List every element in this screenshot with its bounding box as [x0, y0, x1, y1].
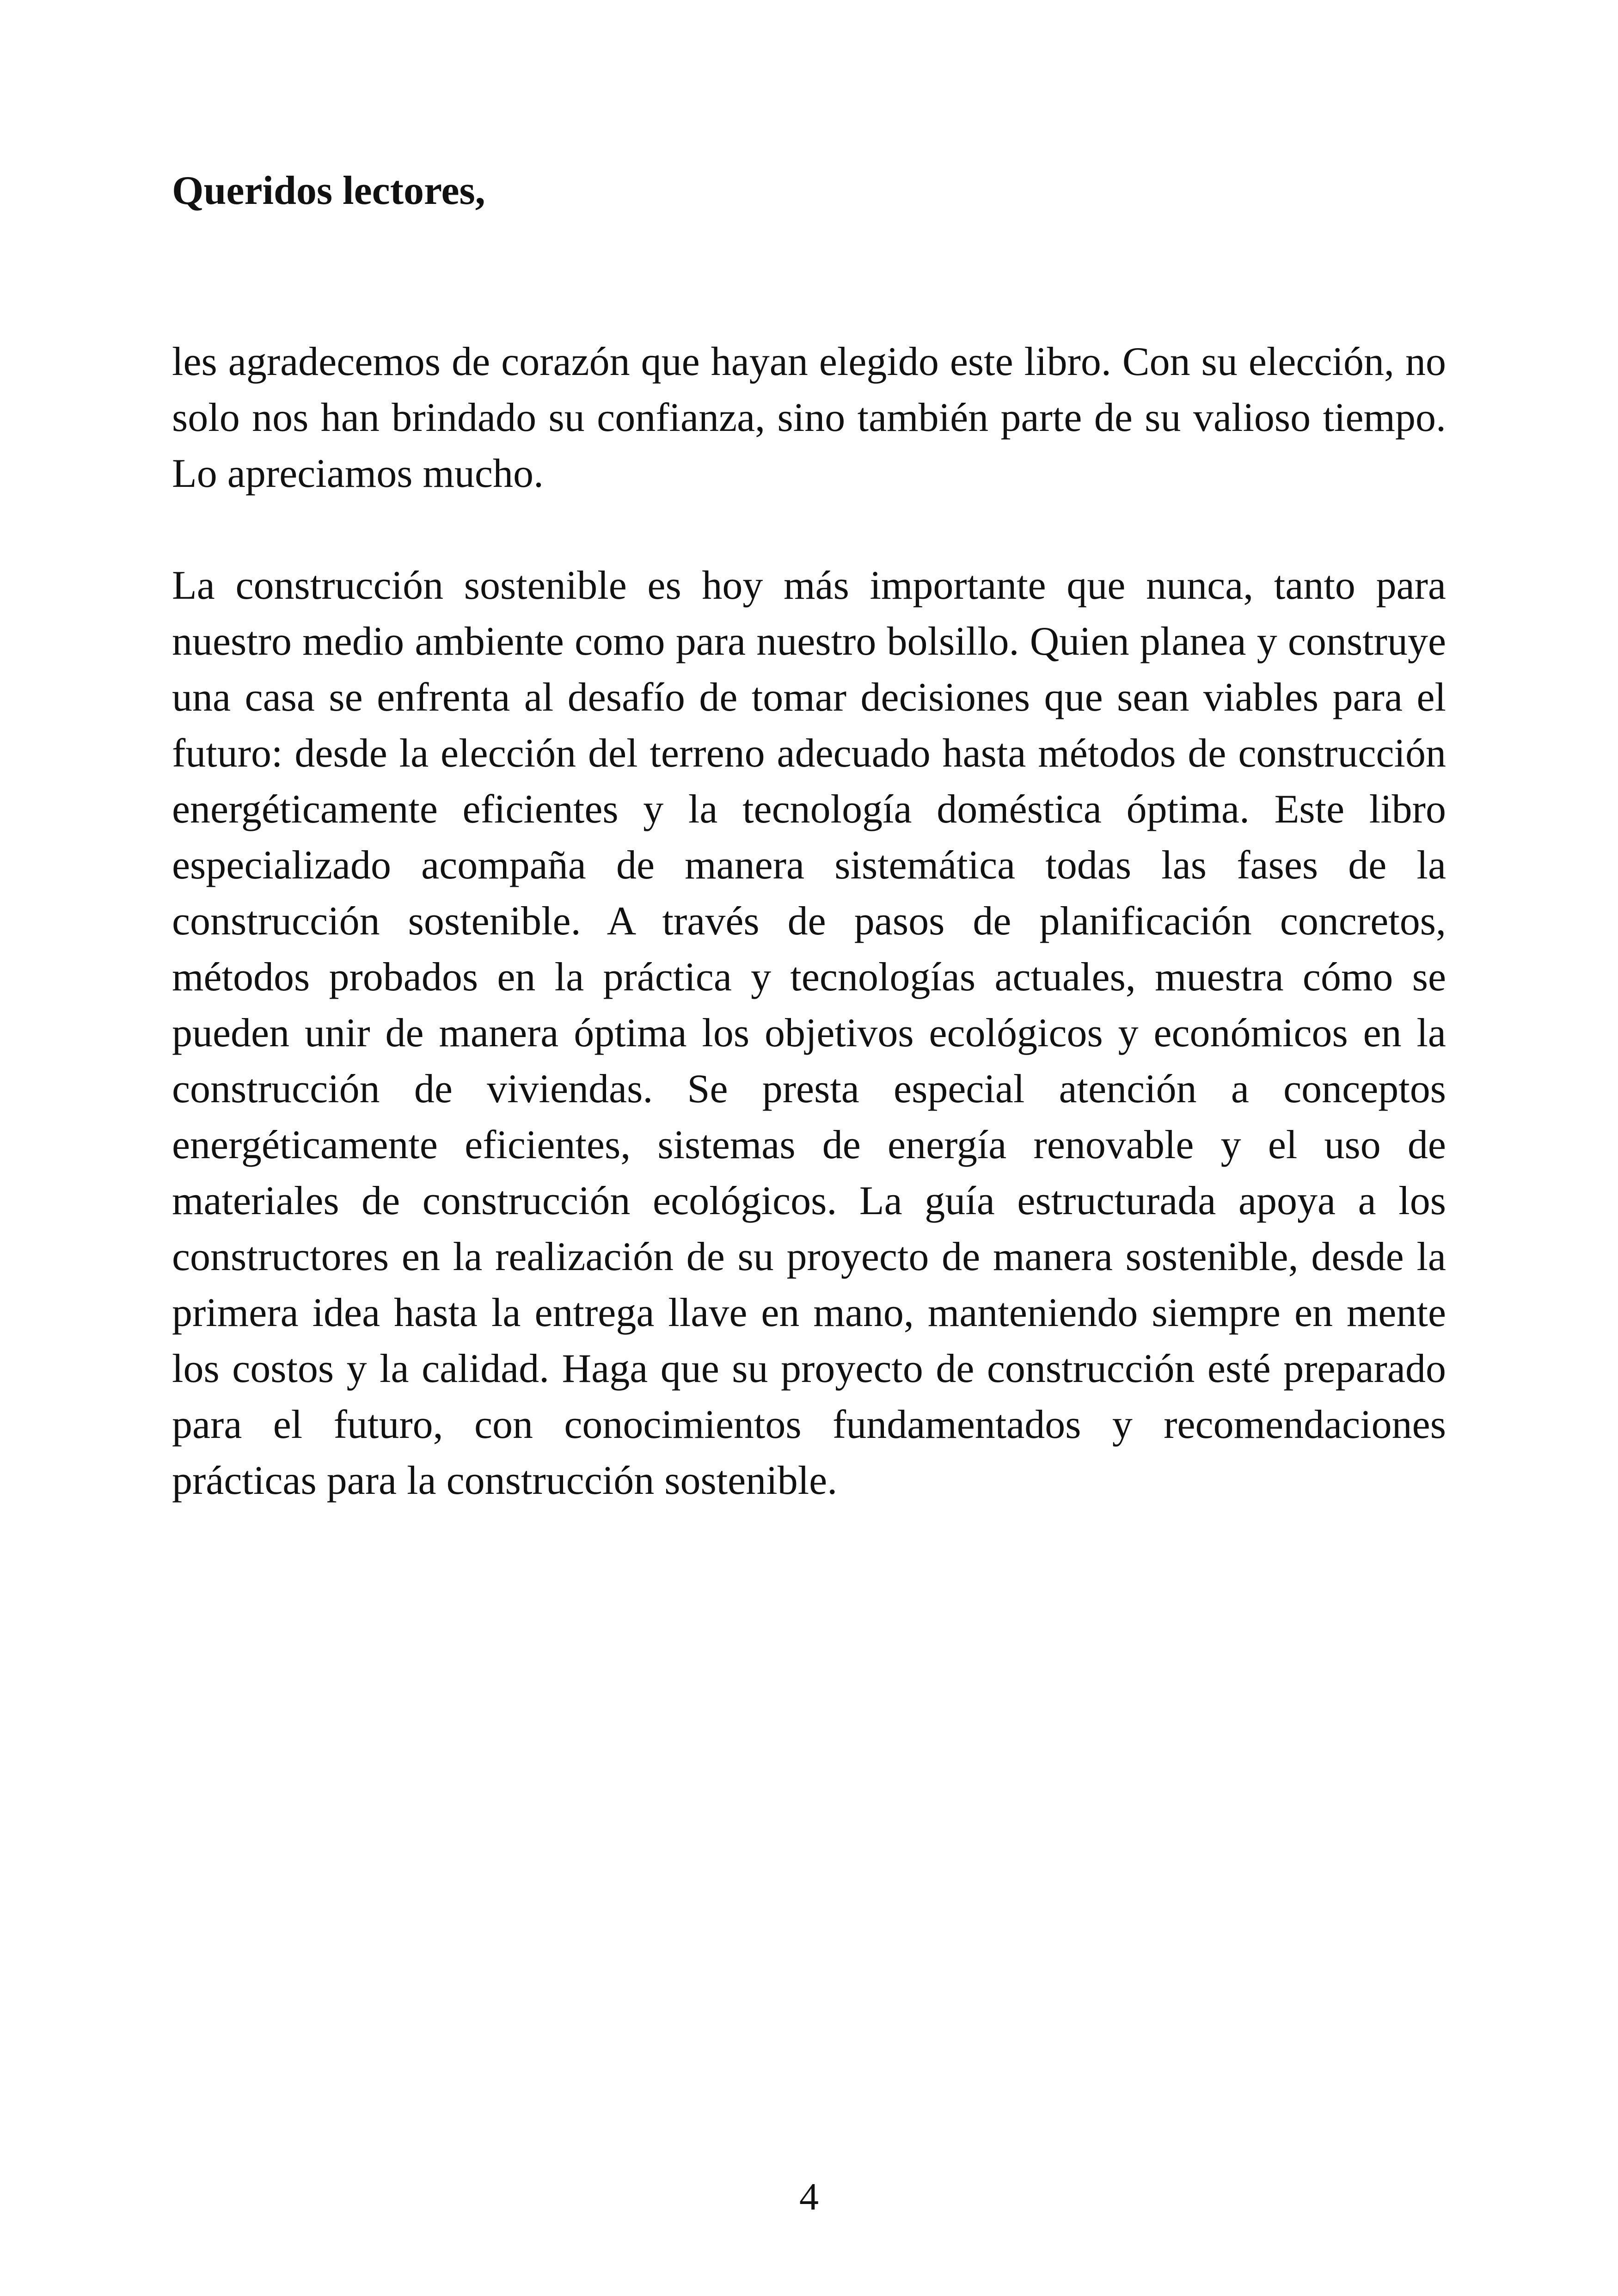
paragraph-intro: La construcción sostenible es hoy más importante que nunca, tanto para nuestro medio ambiente como para nuestro bolsillo. Quien planea y construye una casa se enfrenta al desafío de tomar decisiones que sean viables para el futuro: desde la elección del terreno adecuado hasta métodos de construcción energéticamente eficientes y la tecnología doméstica óptima. Este libro especializado acompaña de manera sistemática todas las fases de la construcción sostenible. A través de pasos de planificación concretos, métodos probados en la práctica y tecnologías actuales, muestra cómo se pueden unir de manera óptima los objetivos ecológicos y económicos en la construcción de viviendas. Se presta especial atención a conceptos energéticamente eficientes, sistemas de energía renovable y el uso de materiales de construcción ecológicos. La guía estructurada apoya a los constructores en la realización de su proyecto de manera sostenible, desde la primera idea hasta la entrega llave en mano, manteniendo siempre en mente los costos y la calidad. Haga que su proyecto de construcción esté preparado para el futuro, con conocimientos fundamentados y recomendaciones prácticas para la construcción sostenible.	[172, 563, 1446, 1503]
paragraph-thanks: les agradecemos de corazón que hayan elegido este libro. Con su elección, no solo nos han brindado su confianza, sino también parte de su valioso tiempo. Lo apreciamos mucho.	[172, 339, 1446, 496]
salutation-heading: Queridos lectores,	[172, 168, 485, 213]
page-number: 4	[799, 2175, 819, 2218]
body-text	[172, 334, 1446, 1509]
